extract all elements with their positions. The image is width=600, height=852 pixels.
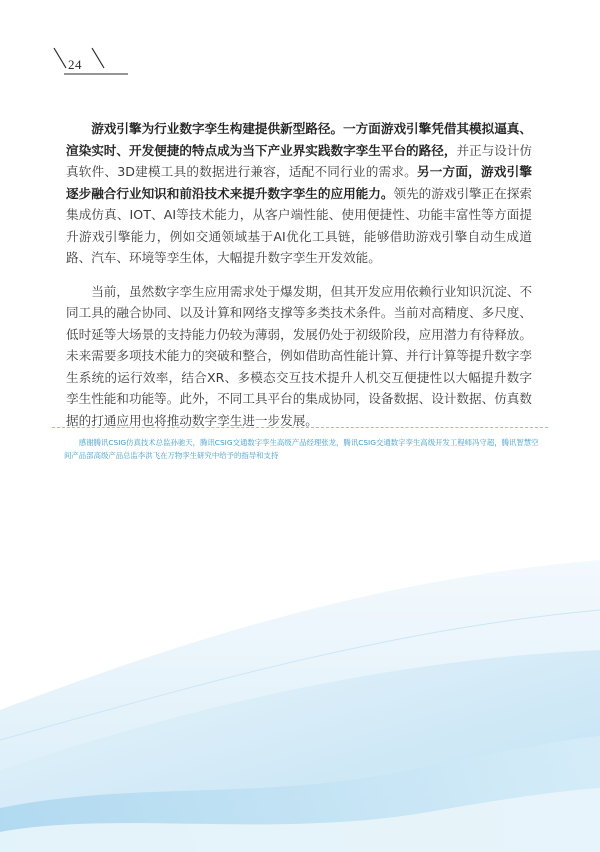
paragraph-game-engine xyxy=(66,118,532,269)
page-number-badge xyxy=(52,44,128,78)
decorative-waves xyxy=(0,540,600,852)
paragraph-1-text-b: 领先的游戏引擎正在探索集成仿真、IOT、AI等技术能力，从客户端性能、使用便捷性、功能丰富性等方面提升游戏引擎能力，例如交通领域基于AI优化工具链，能够借助游戏引擎自动生成道路、汽车、环境等孪生体，大幅提升数字孪生开发效能。 xyxy=(66,185,533,265)
paragraph-1-text-a: 并正与设计仿真软件、3D建模工具的数据进行兼容，适配不同行业的需求。 xyxy=(66,142,533,179)
main-content xyxy=(66,118,532,443)
paragraph-1-bold-second: 另一方面，游戏引擎逐步融合行业知识和前沿技术来提升数字孪生的应用能力。 xyxy=(66,164,532,201)
left-slash-icon xyxy=(54,48,66,68)
right-slash-icon xyxy=(92,48,104,68)
paragraph-1-bold-lead: 游戏引擎为行业数字孪生构建提供新型路径。一方面游戏引擎凭借其模拟逼真、渲染实时、开发便捷的特点成为当下产业界实践数字孪生平台的路径， xyxy=(66,121,532,158)
page-number: 24 xyxy=(68,57,82,72)
paragraph-current-state: 当前，虽然数字孪生应用需求处于爆发期，但其开发应用依赖行业知识沉淀、不同工具的融合协同、以及计算和网络支撑等多类技术条件。当前对高精度、多尺度、低时延等大场景的支持能力仍较为薄弱，发展仍处于初级阶段，应用潜力有待释放。未来需要多项技术能力的突破和整合，例如借助高性能计算、并行计算等提升数字孪生系统的运行效率，结合XR、多模态交互技术提升人机交互便捷性以大幅提升数字孪生性能和功能等。此外，不同工具平台的集成协同，设备数据、设计数据、仿真数据的打通应用也将推动数字孪生进一步发展。 xyxy=(66,283,532,428)
header-slash-decoration xyxy=(52,44,128,78)
acknowledgment-note: 感谢腾讯CSIG仿真技术总监孙驰天，腾讯CSIG交通数字孪生高级产品经理张龙，腾讯CSIG交通数字孪生高级开发工程师冯守超，腾讯智慧空间产品部高级产品总监李洪飞在万物孪生研究中给予的指导和支持 xyxy=(64,438,539,460)
acknowledgment-divider xyxy=(52,427,548,428)
